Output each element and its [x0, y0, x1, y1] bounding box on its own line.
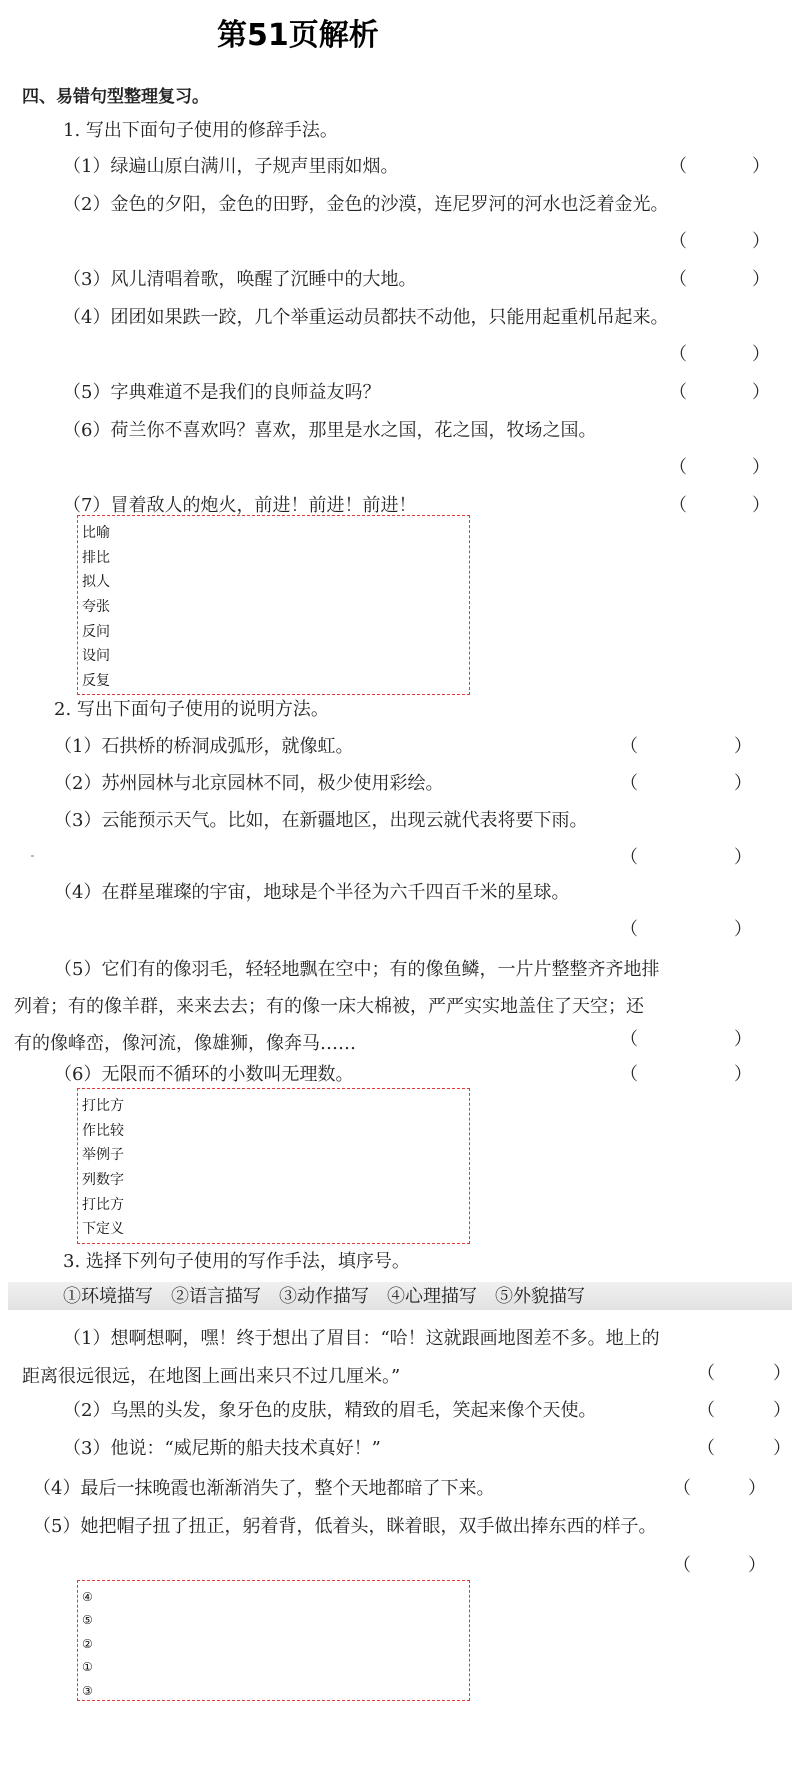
q2-heading: 2. 写出下面句子使用的说明方法。 — [54, 699, 329, 720]
answer-paren-close: ） — [773, 1400, 791, 1421]
answer-line: 反复 — [82, 673, 110, 690]
answer-line: 排比 — [82, 549, 110, 566]
answer-paren-open: （ — [669, 457, 687, 478]
q1-item-2: （2）金色的夕阳，金色的田野，金色的沙漠，连尼罗河的河水也泛着金光。 — [63, 194, 669, 215]
answer-paren-close: ） — [752, 382, 770, 403]
q2-item-5-line-3: 有的像峰峦，像河流，像雄狮，像奔马…… — [14, 1033, 356, 1054]
answer-paren-close: ） — [752, 269, 770, 290]
answer-box-q2 — [77, 1088, 470, 1244]
q1-item-7: （7）冒着敌人的炮火，前进！前进！前进！ — [63, 495, 417, 516]
answer-line: 设问 — [82, 648, 110, 665]
q3-item-2: （2）乌黑的头发，象牙色的皮肤，精致的眉毛，笑起来像个天使。 — [63, 1400, 597, 1421]
q3-item-1-line-2: 距离很远很远，在地图上画出来只不过几厘米。” — [22, 1366, 401, 1387]
answer-line: 下定义 — [82, 1221, 124, 1238]
answer-paren-open: （ — [697, 1438, 715, 1459]
answer-line: 举例子 — [82, 1147, 124, 1164]
q2-item-2: （2）苏州园林与北京园林不同，极少使用彩绘。 — [54, 773, 444, 794]
answer-paren-close: ） — [734, 919, 752, 940]
q3-options: ①环境描写 ②语言描写 ③动作描写 ④心理描写 ⑤外貌描写 — [63, 1286, 585, 1307]
answer-line: 打比方 — [82, 1196, 124, 1213]
q2-item-4: （4）在群星璀璨的宇宙，地球是个半径为六千四百千米的星球。 — [54, 882, 570, 903]
answer-paren-close: ） — [748, 1555, 766, 1576]
answer-paren-close: ） — [752, 231, 770, 252]
scan-speck — [31, 855, 34, 857]
answer-line: 拟人 — [82, 574, 110, 591]
answer-line: ② — [82, 1636, 93, 1651]
answer-paren-open: （ — [620, 919, 638, 940]
answer-paren-open: （ — [669, 231, 687, 252]
page-title: 第51页解析 — [217, 18, 379, 53]
answer-paren-close: ） — [773, 1363, 791, 1384]
q1-item-6: （6）荷兰你不喜欢吗？喜欢，那里是水之国，花之国，牧场之国。 — [63, 420, 597, 441]
answer-line: 夸张 — [82, 599, 110, 616]
q3-item-3: （3）他说：“威尼斯的船夫技术真好！” — [63, 1438, 381, 1459]
q1-item-3: （3）风儿清唱着歌，唤醒了沉睡中的大地。 — [63, 269, 417, 290]
q1-item-5: （5）字典难道不是我们的良师益友吗？ — [63, 382, 381, 403]
answer-line: ⑤ — [82, 1613, 93, 1628]
q2-item-5-line-2: 列着；有的像羊群，来来去去；有的像一床大棉被，严严实实地盖住了天空；还 — [14, 996, 644, 1017]
q2-item-1: （1）石拱桥的桥洞成弧形，就像虹。 — [54, 736, 354, 757]
q1-item-1: （1）绿遍山原白满川，子规声里雨如烟。 — [63, 156, 399, 177]
answer-line: ④ — [82, 1590, 93, 1604]
answer-paren-open: （ — [697, 1400, 715, 1421]
q3-item-4: （4）最后一抹晚霞也渐渐消失了，整个天地都暗了下来。 — [33, 1478, 495, 1499]
answer-line: 反问 — [82, 623, 110, 640]
answer-paren-open: （ — [673, 1478, 691, 1499]
answer-paren-close: ） — [752, 457, 770, 478]
q1-item-4: （4）团团如果跌一跤，几个举重运动员都扶不动他，只能用起重机吊起来。 — [63, 307, 669, 328]
answer-paren-close: ） — [734, 1029, 752, 1050]
answer-paren-open: （ — [620, 1029, 638, 1050]
answer-paren-open: （ — [620, 1064, 638, 1085]
answer-paren-open: （ — [620, 847, 638, 868]
answer-box-q1 — [77, 515, 470, 695]
q2-item-6: （6）无限而不循环的小数叫无理数。 — [54, 1064, 354, 1085]
answer-paren-open: （ — [620, 773, 638, 794]
answer-paren-close: ） — [752, 156, 770, 177]
answer-paren-close: ） — [734, 773, 752, 794]
answer-paren-close: ） — [752, 495, 770, 516]
q2-item-5-line-1: （5）它们有的像羽毛，轻轻地飘在空中；有的像鱼鳞，一片片整整齐齐地排 — [54, 959, 660, 980]
answer-paren-open: （ — [620, 736, 638, 757]
q3-heading: 3. 选择下列句子使用的写作手法，填序号。 — [63, 1251, 410, 1272]
answer-paren-close: ） — [734, 847, 752, 868]
answer-paren-open: （ — [669, 495, 687, 516]
answer-paren-close: ） — [748, 1478, 766, 1499]
answer-paren-close: ） — [734, 1064, 752, 1085]
answer-box-q3 — [77, 1580, 470, 1701]
answer-line: ① — [82, 1660, 93, 1675]
answer-paren-open: （ — [669, 344, 687, 365]
answer-line: ③ — [82, 1683, 93, 1698]
answer-line: 打比方 — [82, 1098, 124, 1114]
answer-paren-open: （ — [669, 382, 687, 403]
answer-paren-close: ） — [752, 344, 770, 365]
q1-heading: 1. 写出下面句子使用的修辞手法。 — [63, 120, 338, 141]
q3-item-1-line-1: （1）想啊想啊，嘿！终于想出了眉目：“哈！这就跟画地图差不多。地上的 — [63, 1328, 660, 1349]
answer-paren-open: （ — [669, 269, 687, 290]
answer-paren-open: （ — [669, 156, 687, 177]
answer-line: 比喻 — [82, 525, 110, 541]
answer-line: 列数字 — [82, 1172, 124, 1189]
answer-line: 作比较 — [82, 1122, 124, 1139]
section-heading: 四、易错句型整理复习。 — [22, 87, 209, 107]
answer-paren-close: ） — [773, 1438, 791, 1459]
answer-paren-close: ） — [734, 736, 752, 757]
q3-item-5: （5）她把帽子扭了扭正，躬着背，低着头，眯着眼，双手做出捧东西的样子。 — [33, 1516, 657, 1537]
answer-paren-open: （ — [697, 1363, 715, 1384]
q2-item-3: （3）云能预示天气。比如，在新疆地区，出现云就代表将要下雨。 — [54, 810, 588, 831]
answer-paren-open: （ — [673, 1555, 691, 1576]
